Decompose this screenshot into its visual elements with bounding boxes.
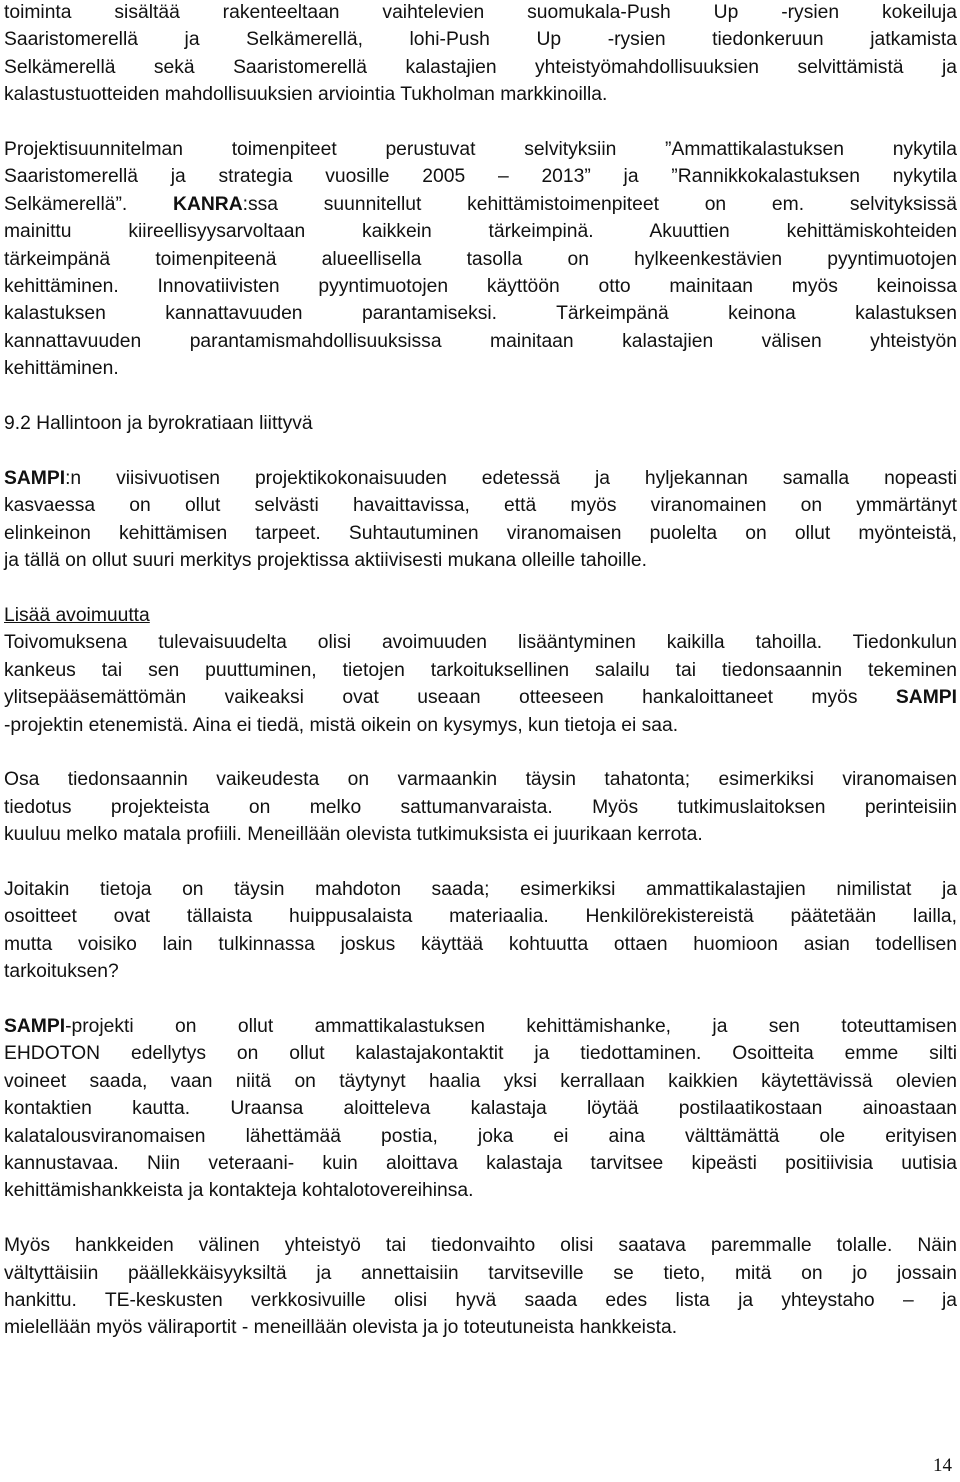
- text-run: -projekti on ollut ammattikalastuksen kehittämishanke, ja sen toteuttamisen: [65, 1015, 957, 1037]
- text-line: kalastuksen kannattavuuden parantamiseksi. Tärkeimpänä keinona kalastuksen: [4, 303, 957, 325]
- text-line: Myös hankkeiden välinen yhteistyö tai tiedonvaihto olisi saatava paremmalle tolalle. Näin: [4, 1235, 957, 1257]
- kanra-bold: KANRA: [173, 193, 243, 215]
- text-line: kehittäminen.: [4, 358, 119, 380]
- text-line: kasvaessa on ollut selvästi havaittavissa, että myös viranomainen on ymmärtänyt: [4, 495, 957, 517]
- text-run: ylitsepääsemättömän vaikeaksi ovat useaan otteeseen hankaloittaneet myös: [4, 687, 858, 709]
- text-run: :ssa suunnitellut kehittämistoimenpiteet on em. selvityksissä: [242, 193, 957, 215]
- document-page: [4, 0, 957, 1342]
- text-line: Joitakin tietoja on täysin mahdoton saada; esimerkiksi ammattikalastajien nimilistat ja: [4, 878, 957, 900]
- text-line: [4, 684, 957, 711]
- text-line: kankeus tai sen puuttuminen, tietojen tarkoituksellinen salailu tai tiedonsaannin tekeminen: [4, 659, 957, 681]
- paragraph-information-difficulty: [4, 766, 957, 848]
- paragraph-openness: [4, 629, 957, 739]
- subheading-text: Lisää avoimuutta: [4, 604, 150, 626]
- text-line: kuuluu melko matala profiili. Meneillään olevista tutkimuksista ei juurikaan kerrota.: [4, 824, 703, 846]
- text-line: kannattavuuden parantamismahdollisuuksissa mainitaan kalastajien välisen yhteistyön: [4, 330, 957, 352]
- text-line: toiminta sisältää rakenteeltaan vaihtelevien suomukala-Push Up -rysien kokeiluja: [4, 2, 957, 23]
- text-line: voineet saada, vaan niitä on täytynyt haalia yksi kerrallaan kaikkien käytettävissä olevien: [4, 1070, 957, 1092]
- text-line: mielellään myös väliraportit - meneillään olevista ja jo toteutuneista hankkeista.: [4, 1317, 678, 1339]
- text-line: kontaktien kautta. Uraansa aloitteleva kalastaja löytää postilaatikostaan ainoastaan: [4, 1098, 957, 1120]
- subheading: [4, 602, 957, 629]
- text-run: :n viisivuotisen projektikokonaisuuden edetessä ja hyljekannan samalla nopeasti: [65, 467, 957, 489]
- text-line: ja tällä on ollut suuri merkitys projektissa aktiivisesti mukana olleille tahoille.: [4, 550, 647, 572]
- paragraph-intro: [4, 0, 957, 109]
- text-line: elinkeinon kehittämisen tarpeet. Suhtautuminen viranomaisen puolelta on ollut myönteistä,: [4, 522, 957, 544]
- text-line: mutta voisiko lain tulkinnassa joskus käyttää kohtuutta ottaen huomioon asian todellisen: [4, 933, 957, 955]
- heading-text: 9.2 Hallintoon ja byrokratiaan liittyvä: [4, 413, 313, 435]
- section-heading: [4, 410, 957, 437]
- text-line: kehittämishankkeista ja kontakteja kohtalotovereihinsa.: [4, 1180, 474, 1202]
- text-line: Saaristomerellä ja Selkämerellä, lohi-Push Up -rysien tiedonkeruun jatkamista: [4, 29, 957, 51]
- text-line: -projektin etenemistä. Aina ei tiedä, mistä oikein on kysymys, kun tietoja ei saa.: [4, 714, 679, 736]
- text-line: kehittäminen. Innovatiivisten pyyntimuotojen käyttöön otto mainitaan myös keinoissa: [4, 276, 957, 298]
- sampi-bold: SAMPI: [4, 1015, 66, 1037]
- text-line: [4, 1013, 957, 1040]
- sampi-bold: SAMPI: [895, 687, 957, 709]
- text-line: tarkoituksen?: [4, 961, 119, 983]
- text-line: kalastustuotteiden mahdollisuuksien arviointia Tukholman markkinoilla.: [4, 84, 608, 106]
- text-line: [4, 191, 957, 218]
- text-line: hankittu. TE-keskusten verkkosivuille olisi hyvä saada edes lista ja yhteystaho – ja: [4, 1289, 957, 1311]
- text-line: tiedotus projekteista on melko sattumanvaraista. Myös tutkimuslaitoksen perinteisiin: [4, 796, 957, 818]
- text-line: vältyttäisiin päällekkäisyyksiltä ja annettaisiin tarvitseville se tieto, mitä on jo jossain: [4, 1262, 957, 1284]
- page-number: 14: [933, 1455, 952, 1476]
- text-run: Selkämerellä”.: [4, 193, 128, 215]
- sampi-bold: SAMPI: [4, 467, 66, 489]
- paragraph-project-plan: [4, 136, 957, 383]
- text-line: Saaristomerellä ja strategia vuosille 2005 – 2013” ja ”Rannikkokalastuksen nykytila: [4, 166, 957, 188]
- text-line: [4, 465, 957, 492]
- text-line: kalatalousviranomaisen lähettämää postia, joka ei aina välttämättä ole erityisen: [4, 1125, 957, 1147]
- text-line: EHDOTON edellytys on ollut kalastajakontaktit ja tiedottaminen. Osoitteita emme silti: [4, 1043, 957, 1065]
- text-line: Osa tiedonsaannin vaikeudesta on varmaankin täysin tahatonta; esimerkiksi viranomaisen: [4, 769, 957, 791]
- text-line: Selkämerellä sekä Saaristomerellä kalastajien yhteistyömahdollisuuksien selvittämistä ja: [4, 56, 957, 78]
- text-line: Projektisuunnitelman toimenpiteet perustuvat selvityksiin ”Ammattikalastuksen nykytila: [4, 139, 957, 161]
- paragraph-sampi-progress: [4, 465, 957, 575]
- text-line: mainittu kiireellisyysarvoltaan kaikkein tärkeimpinä. Akuuttien kehittämiskohteiden: [4, 221, 957, 243]
- paragraph-sampi-project: [4, 1013, 957, 1205]
- text-line: osoitteet ovat tällaista huippusalaista materiaalia. Henkilörekistereistä päätetään lailla,: [4, 906, 957, 928]
- text-line: Toivomuksena tulevaisuudelta olisi avoimuuden lisääntyminen kaikilla tahoilla. Tiedonkulun: [4, 632, 957, 654]
- paragraph-cooperation: [4, 1232, 957, 1342]
- text-line: tärkeimpänä toimenpiteenä alueellisella tasolla on hylkeenkestävien pyyntimuotojen: [4, 248, 957, 270]
- paragraph-impossible-data: [4, 876, 957, 986]
- text-line: kannustavaa. Niin veteraani- kuin aloittava kalastaja tarvitsee kipeästi positiivisia uutisia: [4, 1152, 957, 1174]
